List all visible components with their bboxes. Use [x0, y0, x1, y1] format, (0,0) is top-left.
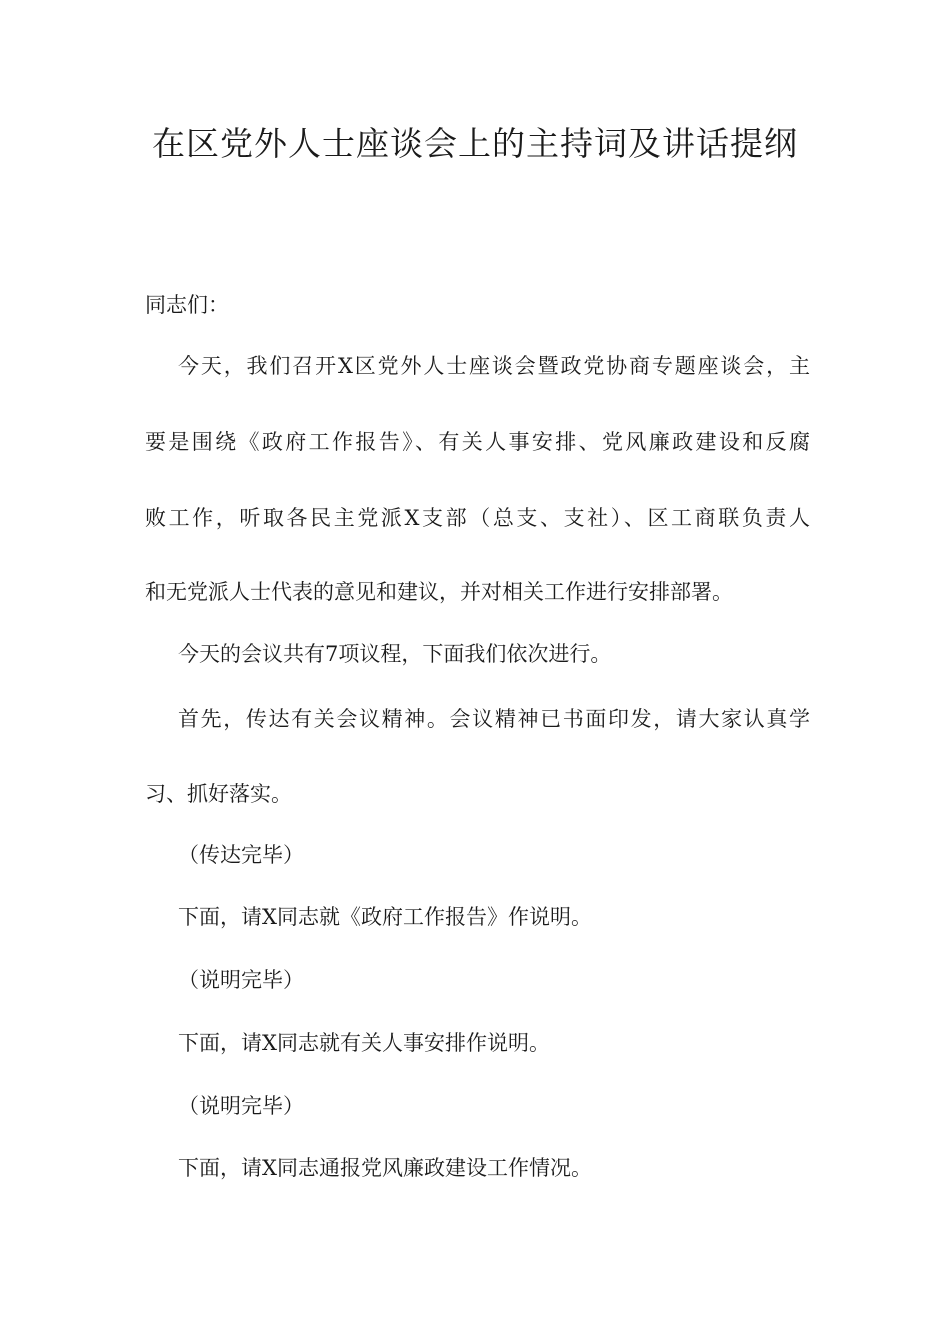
paragraph-2: 今天的会议共有7项议程，下面我们依次进行。 [178, 642, 612, 666]
note-3: （说明完毕） [178, 1094, 304, 1118]
paragraph-4: 下面，请X同志就《政府工作报告》作说明。 [178, 905, 592, 929]
salutation: 同志们： [145, 293, 229, 317]
paragraph-1-line-1: 今天，我们召开X区党外人士座谈会暨政党协商专题座谈会，主 [178, 354, 810, 378]
paragraph-5: 下面，请X同志就有关人事安排作说明。 [178, 1031, 550, 1055]
paragraph-1-line-4: 和无党派人士代表的意见和建议，并对相关工作进行安排部署。 [145, 580, 733, 604]
paragraph-3-line-1: 首先，传达有关会议精神。会议精神已书面印发，请大家认真学 [178, 707, 810, 731]
paragraph-1-line-3: 败工作，听取各民主党派X支部（总支、支社）、区工商联负责人 [145, 506, 810, 530]
paragraph-6: 下面，请X同志通报党风廉政建设工作情况。 [178, 1156, 592, 1180]
paragraph-3-line-2: 习、抓好落实。 [145, 782, 292, 806]
paragraph-1-line-2: 要是围绕《政府工作报告》、有关人事安排、党风廉政建设和反腐 [145, 430, 810, 454]
note-1: （传达完毕） [178, 843, 304, 867]
note-2: （说明完毕） [178, 968, 304, 992]
document-title: 在区党外人士座谈会上的主持词及讲话提纲 [152, 124, 798, 163]
